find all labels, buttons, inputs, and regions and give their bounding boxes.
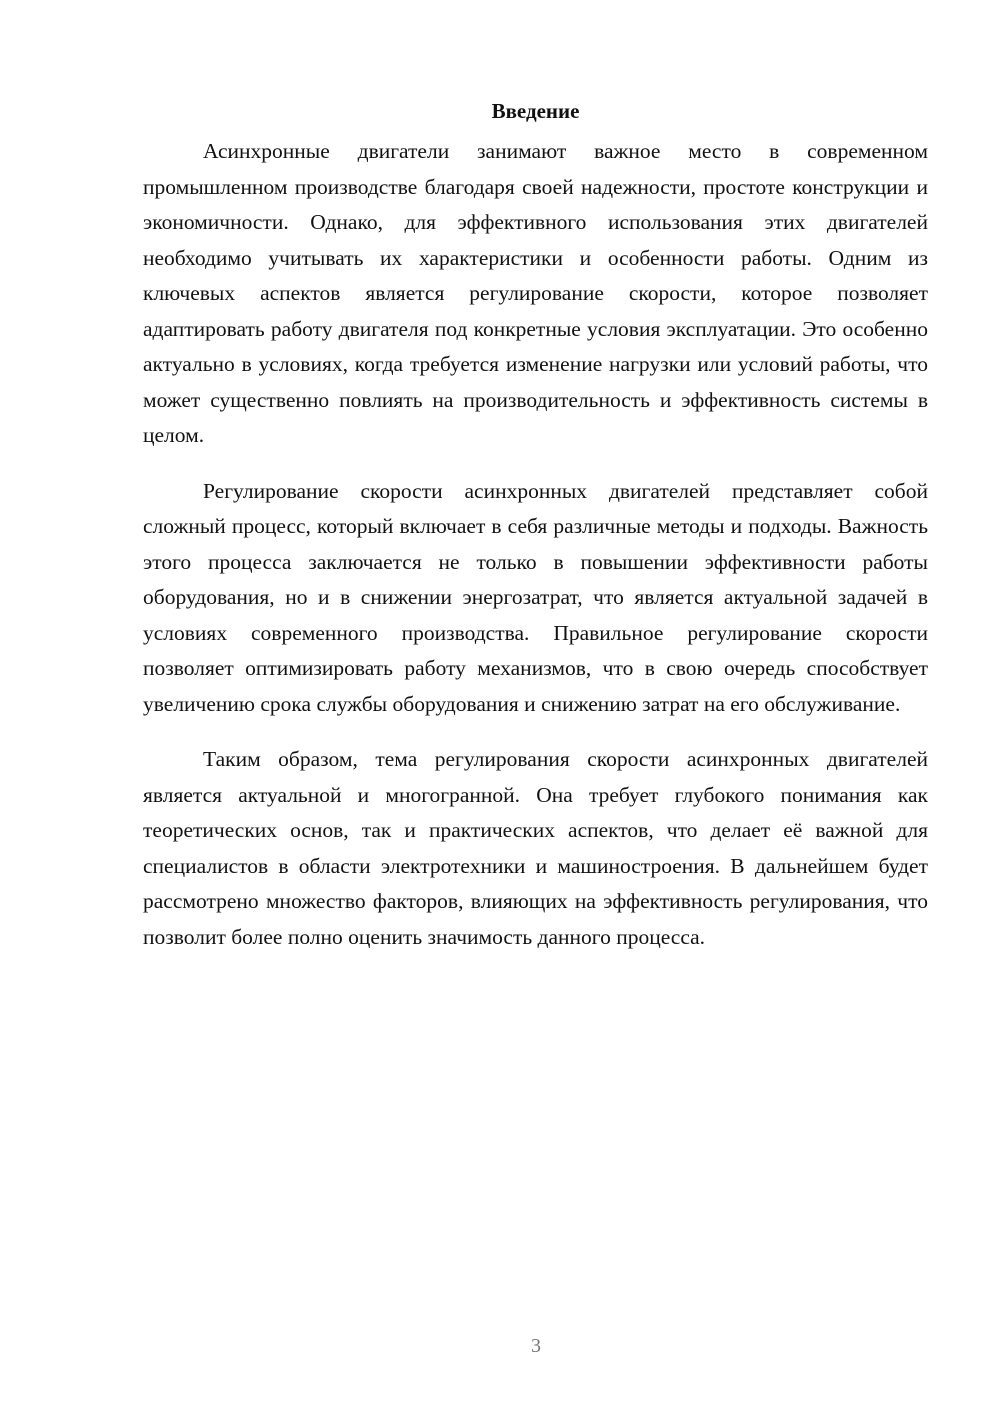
paragraph-1: Асинхронные двигатели занимают важное место в современном промышленном производстве благодаря своей надежности, простоте конструкции и экономичности. Однако, для эффективного использования этих двигателей необходимо учитывать их характеристики и особенности работы. Одним из ключевых аспектов является регулирование скорости, которое позволяет адаптировать работу двигателя под конкретные условия эксплуатации. Это особенно актуально в условиях, когда требуется изменение нагрузки или условий работы, что может существенно повлиять на производительность и эффективность системы в целом.	[143, 139, 928, 447]
paragraph-3: Таким образом, тема регулирования скорости асинхронных двигателей является актуальной и многогранной. Она требует глубокого понимания как теоретических основ, так и практических аспектов, что делает её важной для специалистов в области электротехники и машиностроения. В дальнейшем будет рассмотрено множество факторов, влияющих на эффективность регулирования, что позволит более полно оценить значимость данного процесса.	[143, 747, 928, 949]
paragraph-2: Регулирование скорости асинхронных двигателей представляет собой сложный процесс, который включает в себя различные методы и подходы. Важность этого процесса заключается не только в повышении эффективности работы оборудования, но и в снижении энергозатрат, что является актуальной задачей в условиях современного производства. Правильное регулирование скорости позволяет оптимизировать работу механизмов, что в свою очередь способствует увеличению срока службы оборудования и снижению затрат на его обслуживание.	[143, 478, 928, 716]
document-body	[143, 96, 928, 975]
page-number: 3	[531, 1335, 541, 1357]
section-heading: Введение	[491, 99, 580, 123]
